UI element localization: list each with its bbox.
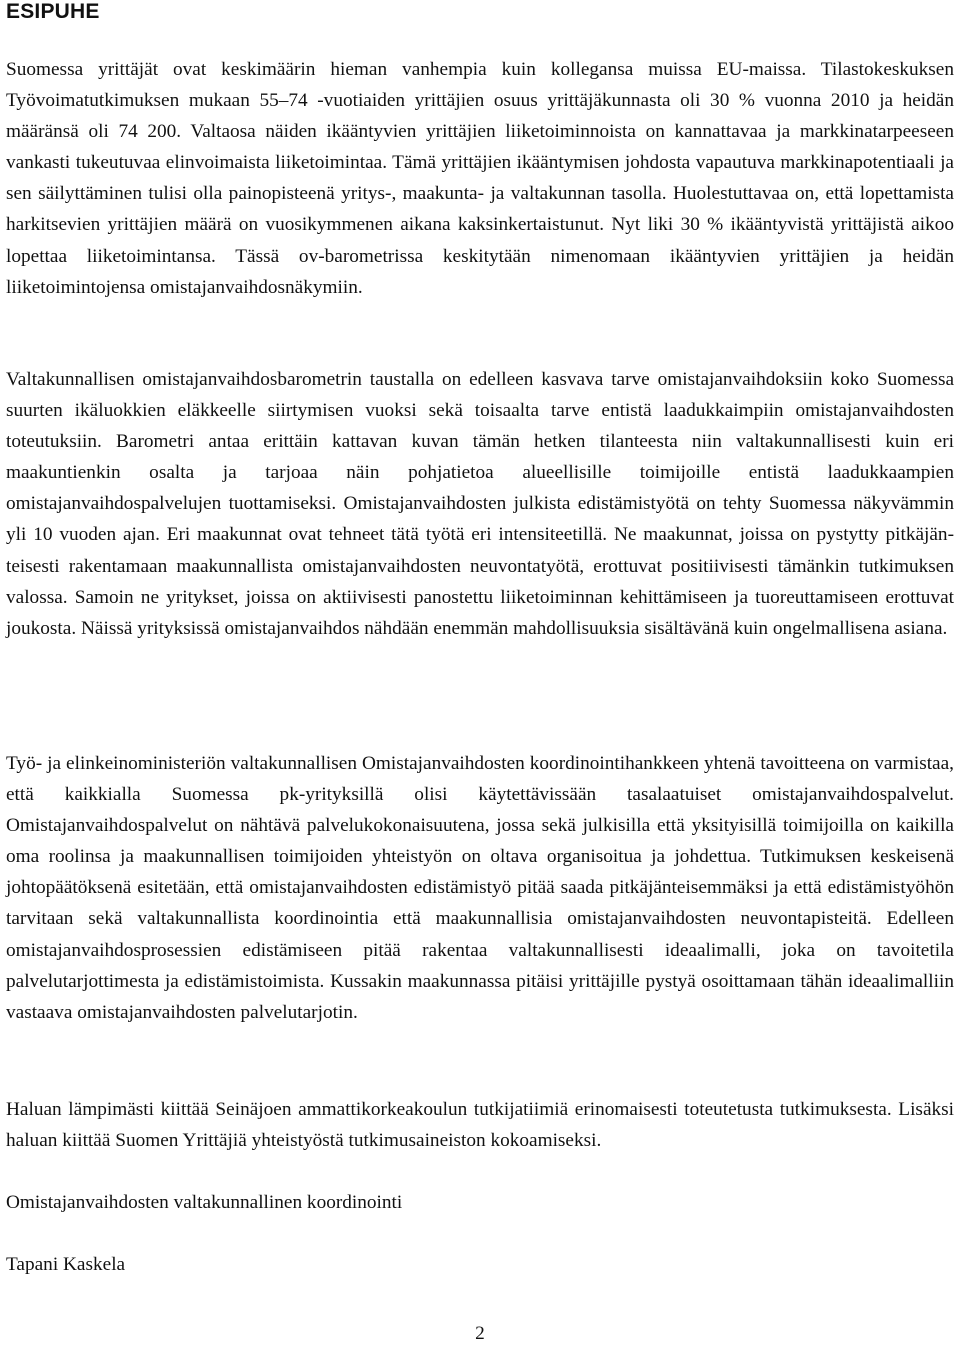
- paragraph-intro: Suomessa yrittäjät ovat keskimäärin hieman vanhempia kuin kollegansa muissa EU-maissa. Tilastokeskuksen Työvoimatutkimuksen mukaan 55–74 -vuotiaiden yrittäjien osuus yrittäjäkunnasta oli 30 % vuonna 2010 ja heidän määränsä oli 74 200. Valtaosa näiden ikääntyvien yrittäjien liiketoiminnoista on kannattavaa ja markkinatarpeeseen vankasti tukeutuvaa elinvoimaista liiketoimintaa. Tämä yrittäjien ikääntymisen johdosta vapautuva markkinapotentiaali ja sen säilyttäminen tulisi olla painopisteenä yritys-, maakunta- ja valtakunnan tasolla. Huolestuttavaa on, että lopettamista harkitsevien yrittäjien määrä on vuosikymmenen aikana kaksinkertaistunut. Nyt liki 30 % ikääntyvistä yrittäjistä aikoo lopettaa liiketoimintansa. Tässä ov-barometrissa keskitytään nimenomaan ikääntyvien yrittäjien ja heidän liiketoimintojensa omistajanvaihdosnäkymiin.: [6, 59, 954, 298]
- document-page: [6, 0, 954, 1344]
- paragraph-thanks: Haluan lämpimästi kiittää Seinäjoen ammattikorkeakoulun tutkijatiimiä erinomaisesti toteutetusta tutkimuksesta. Lisäksi haluan kiittää Suomen Yrittäjiä yhteistyöstä tutkimusaineiston kokoamiseksi.: [6, 1099, 954, 1152]
- page-title: ESIPUHE: [6, 0, 100, 23]
- paragraph-barometer: Valtakunnallisen omistajanvaihdosbarometrin taustalla on edelleen kasvava tarve omistajanvaihdoksiin koko Suomessa suurten ikäluokkien eläkkeelle siirtymisen vuoksi sekä toisaalta tarve entistä laadukkaimpiin omistajanvaihdosten toteutuksiin. Barometri antaa erittäin kattavan kuvan tämän hetken tilanteesta niin valtakunnallisesti kuin eri maakuntienkin osalta ja tarjoaa näin pohjatietoa alueellisille toimijoille entistä laadukkaampien omistajanvaihdospalvelujen tuottamiseksi. Omistajanvaihdosten julkista edistämistyötä on tehty Suomessa näkyvämmin yli 10 vuoden ajan. Eri maakunnat ovat tehneet tätä työtä eri intensiteetillä. Ne maakunnat, joissa on pystytty pitkäjänteisesti rakentamaan maakunnallista omistajanvaihdosten neuvontatyötä, erottuvat positiivisesti tämänkin tutkimuksen valossa. Samoin ne yritykset, joissa on aktiivisesti panostettu liiketoiminnan kehittämiseen ja tuoreuttamiseen erottuvat joukosta. Näissä yrityksissä omistajanvaihdos nähdään enemmän mahdollisuuksia sisältävänä kuin ongelmallisena asiana.: [6, 369, 954, 639]
- signature-name: Tapani Kaskela: [6, 1254, 126, 1275]
- page-number: 2: [475, 1323, 485, 1344]
- signature-organization: Omistajanvaihdosten valtakunnallinen koordinointi: [6, 1192, 403, 1213]
- paragraph-ministry: Työ- ja elinkeinoministeriön valtakunnallisen Omistajanvaihdosten koordinointihankkeen yhtenä tavoitteena on varmistaa, että kaikkialla Suomessa pk-yrityksillä olisi käytettävissään tasalaatuiset omistajanvaihdospalvelut. Omistajanvaihdospalvelut on nähtävä palvelukokonaisuutena, jossa sekä julkisilla että yksityisillä toimijoilla on kaikilla oma roolinsa ja maakunnallisen toimijoiden yhteistyön on oltava organisoitua ja johdettua. Tutkimuksen keskeisenä johtopäätöksenä esitetään, että omistajanvaihdosten edistämistyö pitää saada pitkäjänteisemmäksi ja että edistämistyöhön tarvitaan sekä valtakunnallista koordinointia että maakunnallisia omistajanvaihdosten neuvontapisteitä. Edelleen omistajanvaihdosprosessien edistämiseen pitää rakentaa valtakunnallisesti ideaalimalli, joka on tavoitetila palvelutarjottimesta ja edistämistoimista. Kussakin maakunnassa pitäisi yrittäjille pystyä osoittamaan tähän ideaalimalliin vastaava omistajanvaihdosten palvelutarjotin.: [6, 753, 954, 1023]
